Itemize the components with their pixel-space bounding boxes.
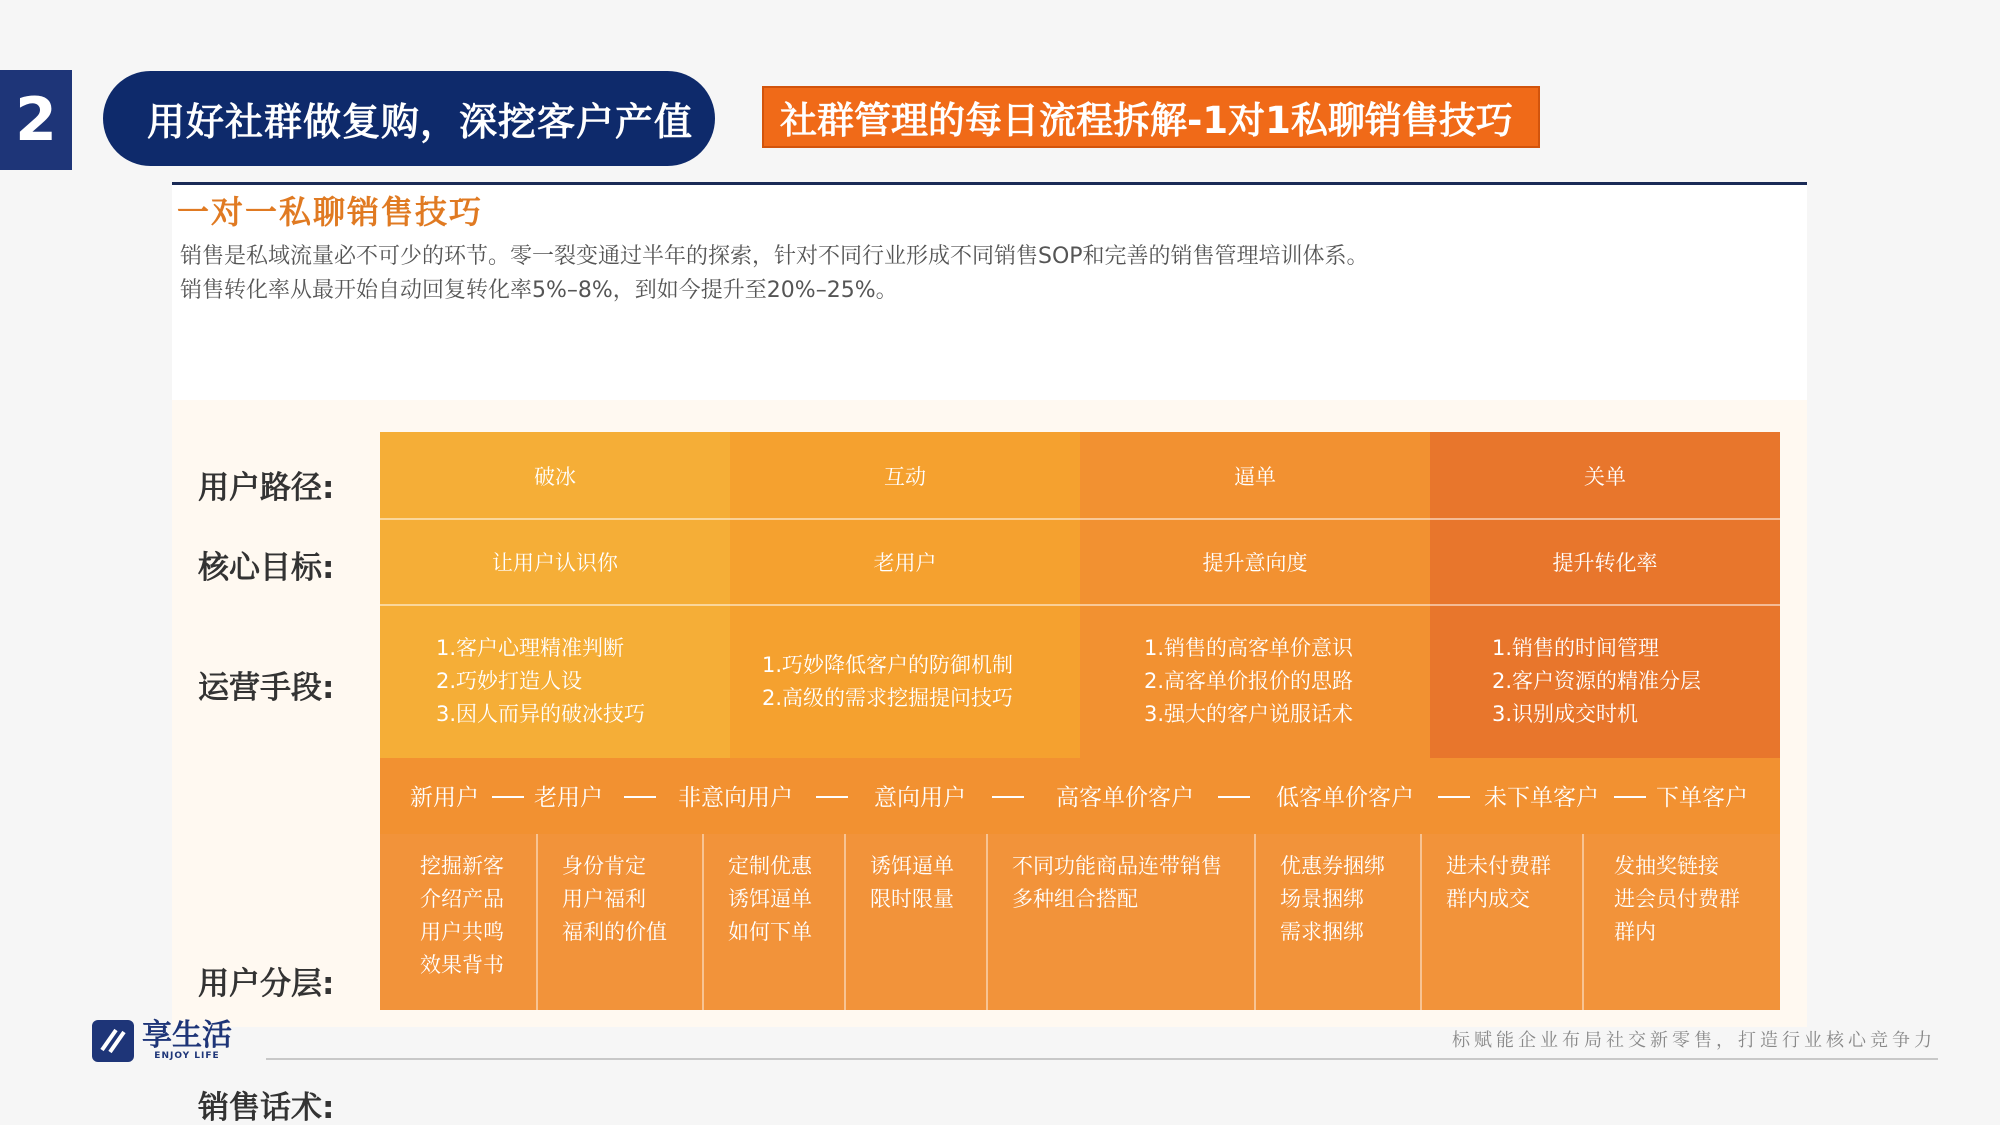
layer-connector <box>1218 796 1250 798</box>
layer-item: 未下单客户 <box>1484 785 1599 811</box>
layer-connector <box>624 796 656 798</box>
slide-number: 2 <box>0 70 72 170</box>
script-cell: 挖掘新客 介绍产品 用户共鸣 效果背书 <box>420 854 504 977</box>
layer-item: 新用户 <box>410 785 479 811</box>
intro-line-2: 销售转化率从最开始自动回复转化率5%–8%，到如今提升至20%–25%。 <box>180 278 898 303</box>
ops-cell: 1.巧妙降低客户的防御机制 2.高级的需求挖掘提问技巧 <box>730 605 1080 758</box>
layer-connector <box>816 796 848 798</box>
script-cell: 进未付费群 群内成交 <box>1446 854 1551 911</box>
footer-divider <box>266 1058 1938 1060</box>
goal-cell: 老用户 <box>730 519 1080 605</box>
row-label-goal: 核心目标: <box>198 550 335 586</box>
brand-logo <box>92 1020 232 1062</box>
layer-item: 高客单价客户 <box>1056 785 1194 811</box>
layer-item: 老用户 <box>534 785 603 811</box>
script-cell: 不同功能商品连带销售 多种组合搭配 <box>1012 854 1222 911</box>
goal-cell: 提升转化率 <box>1430 519 1780 605</box>
script-cell: 发抽奖链接 进会员付费群 群内 <box>1614 854 1740 944</box>
logo-subtext: ENJOY LIFE <box>154 1051 220 1061</box>
path-cell: 破冰 <box>380 432 730 519</box>
intro-text <box>180 240 1369 308</box>
user-layer-row <box>380 758 1780 834</box>
layer-item: 低客单价客户 <box>1276 785 1414 811</box>
logo-mark-icon <box>92 1020 134 1062</box>
layer-connector <box>1614 796 1646 798</box>
ops-cell: 1.客户心理精准判断 2.巧妙打造人设 3.因人而异的破冰技巧 <box>380 605 730 758</box>
row-divider <box>380 604 1780 606</box>
script-cell: 定制优惠 诱饵逼单 如何下单 <box>728 854 812 944</box>
goal-cell: 让用户认识你 <box>380 519 730 605</box>
layer-item: 下单客户 <box>1656 785 1748 811</box>
ops-cell: 1.销售的时间管理 2.客户资源的精准分层 3.识别成交时机 <box>1430 605 1780 758</box>
column-divider <box>1420 834 1422 1010</box>
layer-connector <box>492 796 524 798</box>
sales-script-row <box>380 834 1780 1010</box>
column-divider <box>844 834 846 1010</box>
logo-text: 享生活 <box>142 1018 232 1053</box>
row-label-ops: 运营手段: <box>198 670 335 706</box>
layer-connector <box>1438 796 1470 798</box>
footer-slogan: 标赋能企业布局社交新零售，打造行业核心竞争力 <box>1452 1030 1936 1051</box>
layer-item: 非意向用户 <box>678 785 793 811</box>
section-subtitle: 社群管理的每日流程拆解-1对1私聊销售技巧 <box>762 86 1540 148</box>
ops-cell: 1.销售的高客单价意识 2.高客单价报价的思路 3.强大的客户说服话术 <box>1080 605 1430 758</box>
column-divider <box>986 834 988 1010</box>
row-label-script: 销售话术: <box>198 1090 335 1125</box>
row-label-path: 用户路径: <box>198 470 335 506</box>
column-divider <box>536 834 538 1010</box>
layer-connector <box>992 796 1024 798</box>
column-divider <box>702 834 704 1010</box>
path-cell: 关单 <box>1430 432 1780 519</box>
script-cell: 诱饵逼单 限时限量 <box>870 854 954 911</box>
row-divider <box>380 518 1780 520</box>
column-divider <box>1254 834 1256 1010</box>
card-title: 一对一私聊销售技巧 <box>177 193 484 231</box>
card-divider <box>172 182 1807 185</box>
path-cell: 互动 <box>730 432 1080 519</box>
goal-cell: 提升意向度 <box>1080 519 1430 605</box>
layer-item: 意向用户 <box>874 785 966 811</box>
path-cell: 逼单 <box>1080 432 1430 519</box>
row-label-layer: 用户分层: <box>198 966 335 1002</box>
intro-line-1: 销售是私域流量必不可少的环节。零一裂变通过半年的探索，针对不同行业形成不同销售SOP和完善的销售管理培训体系。 <box>180 244 1369 269</box>
slide-title: 用好社群做复购，深挖客户产值 <box>103 71 715 166</box>
script-cell: 身份肯定 用户福利 福利的价值 <box>562 854 667 944</box>
column-divider <box>1582 834 1584 1010</box>
script-cell: 优惠券捆绑 场景捆绑 需求捆绑 <box>1280 854 1385 944</box>
